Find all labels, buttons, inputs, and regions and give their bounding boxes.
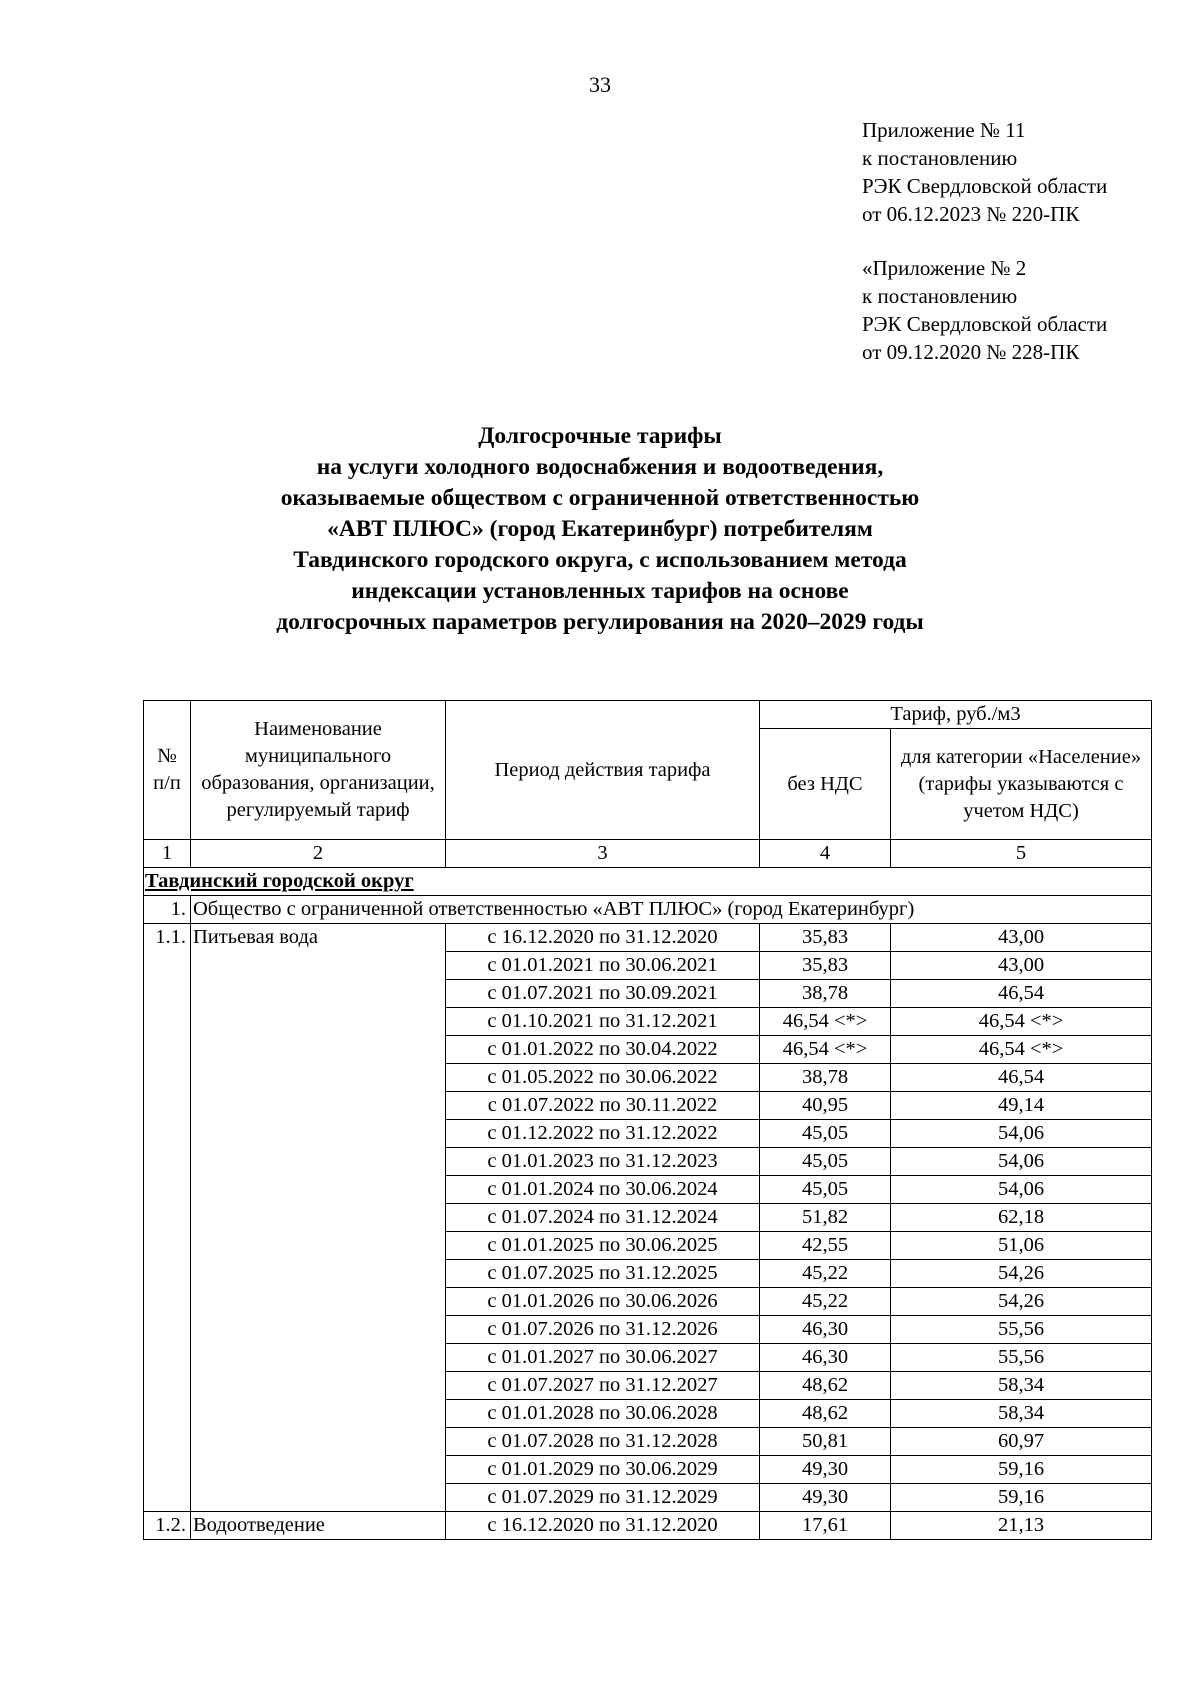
header-tariff: Тариф, руб./м3 bbox=[760, 701, 1152, 729]
row-period: с 01.01.2023 по 31.12.2023 bbox=[446, 1148, 760, 1176]
row-tariff-population: 55,56 bbox=[891, 1344, 1152, 1372]
row-period: с 01.01.2025 по 30.06.2025 bbox=[446, 1232, 760, 1260]
row-tariff-population: 46,54 <*> bbox=[891, 1036, 1152, 1064]
appendix-line: от 09.12.2020 № 228-ПК bbox=[862, 340, 1080, 364]
row-tariff-population: 58,34 bbox=[891, 1372, 1152, 1400]
row-tariff-no-vat: 46,54 <*> bbox=[760, 1036, 891, 1064]
row-tariff-population: 54,06 bbox=[891, 1120, 1152, 1148]
title-line: Долгосрочные тарифы bbox=[478, 423, 722, 449]
row-period: с 01.10.2021 по 31.12.2021 bbox=[446, 1008, 760, 1036]
row-tariff-population: 58,34 bbox=[891, 1400, 1152, 1428]
tariff-table bbox=[143, 700, 1152, 1540]
row-tariff-no-vat: 45,05 bbox=[760, 1176, 891, 1204]
column-number-row bbox=[144, 840, 1152, 868]
title-line: «АВТ ПЛЮС» (город Екатеринбург) потребителям bbox=[327, 516, 873, 542]
title-line: долгосрочных параметров регулирования на 2020–2029 годы bbox=[276, 609, 924, 635]
row-tariff-population: 43,00 bbox=[891, 952, 1152, 980]
appendix-line: к постановлению bbox=[862, 146, 1018, 170]
row-tariff-no-vat: 48,62 bbox=[760, 1372, 891, 1400]
row-num: 1.2. bbox=[144, 1512, 191, 1540]
row-tariff-no-vat: 42,55 bbox=[760, 1232, 891, 1260]
row-tariff-no-vat: 49,30 bbox=[760, 1484, 891, 1512]
row-tariff-no-vat: 51,82 bbox=[760, 1204, 891, 1232]
row-tariff-population: 54,06 bbox=[891, 1176, 1152, 1204]
row-tariff-population: 54,26 bbox=[891, 1288, 1152, 1316]
row-num: 1.1. bbox=[144, 924, 191, 1512]
row-period: с 01.01.2027 по 30.06.2027 bbox=[446, 1344, 760, 1372]
table-row bbox=[144, 1512, 1152, 1540]
row-period: с 01.07.2028 по 31.12.2028 bbox=[446, 1428, 760, 1456]
row-tariff-no-vat: 46,54 <*> bbox=[760, 1008, 891, 1036]
title-line: оказываемые обществом с ограниченной ответственностью bbox=[280, 485, 920, 511]
row-name: Питьевая вода bbox=[191, 924, 446, 1512]
row-tariff-population: 46,54 <*> bbox=[891, 1008, 1152, 1036]
row-tariff-population: 46,54 bbox=[891, 980, 1152, 1008]
column-number: 3 bbox=[446, 840, 760, 868]
row-period: с 01.07.2024 по 31.12.2024 bbox=[446, 1204, 760, 1232]
row-tariff-no-vat: 38,78 bbox=[760, 1064, 891, 1092]
organization-num: 1. bbox=[144, 896, 191, 924]
table-row bbox=[144, 924, 1152, 952]
row-tariff-no-vat: 45,22 bbox=[760, 1288, 891, 1316]
row-tariff-population: 54,06 bbox=[891, 1148, 1152, 1176]
header-population: для категории «Население» (тарифы указываются с учетом НДС) bbox=[891, 729, 1152, 840]
appendix-line: Приложение № 11 bbox=[862, 118, 1026, 142]
row-period: с 01.01.2024 по 30.06.2024 bbox=[446, 1176, 760, 1204]
appendix-block-original bbox=[862, 254, 1107, 366]
row-tariff-no-vat: 35,83 bbox=[760, 924, 891, 952]
row-period: с 01.12.2022 по 31.12.2022 bbox=[446, 1120, 760, 1148]
row-period: с 01.07.2029 по 31.12.2029 bbox=[446, 1484, 760, 1512]
row-tariff-no-vat: 45,05 bbox=[760, 1148, 891, 1176]
row-period: с 01.07.2027 по 31.12.2027 bbox=[446, 1372, 760, 1400]
row-tariff-population: 59,16 bbox=[891, 1456, 1152, 1484]
header-no-vat: без НДС bbox=[760, 729, 891, 840]
row-tariff-population: 59,16 bbox=[891, 1484, 1152, 1512]
row-tariff-population: 43,00 bbox=[891, 924, 1152, 952]
row-period: с 01.01.2026 по 30.06.2026 bbox=[446, 1288, 760, 1316]
row-period: с 01.07.2022 по 30.11.2022 bbox=[446, 1092, 760, 1120]
appendix-block-current bbox=[862, 116, 1107, 228]
row-period: с 01.07.2026 по 31.12.2026 bbox=[446, 1316, 760, 1344]
row-tariff-no-vat: 50,81 bbox=[760, 1428, 891, 1456]
row-tariff-no-vat: 17,61 bbox=[760, 1512, 891, 1540]
page-number: 33 bbox=[589, 72, 611, 97]
header-period: Период действия тарифа bbox=[446, 701, 760, 840]
title-line: на услуги холодного водоснабжения и водоотведения, bbox=[316, 454, 884, 480]
appendix-line: к постановлению bbox=[862, 284, 1018, 308]
row-tariff-no-vat: 35,83 bbox=[760, 952, 891, 980]
row-tariff-population: 51,06 bbox=[891, 1232, 1152, 1260]
row-tariff-population: 54,26 bbox=[891, 1260, 1152, 1288]
table-header-row bbox=[144, 701, 1152, 729]
row-tariff-population: 60,97 bbox=[891, 1428, 1152, 1456]
row-tariff-no-vat: 46,30 bbox=[760, 1344, 891, 1372]
row-tariff-no-vat: 40,95 bbox=[760, 1092, 891, 1120]
appendix-line: РЭК Свердловской области bbox=[862, 174, 1108, 198]
row-tariff-population: 55,56 bbox=[891, 1316, 1152, 1344]
section-title: Тавдинский городской округ bbox=[144, 868, 1152, 896]
header-name: Наименование муниципального образования, организации, регулируемый тариф bbox=[191, 701, 446, 840]
row-tariff-no-vat: 38,78 bbox=[760, 980, 891, 1008]
organization-row bbox=[144, 896, 1152, 924]
title-line: индексации установленных тарифов на основе bbox=[351, 578, 849, 604]
row-period: с 01.05.2022 по 30.06.2022 bbox=[446, 1064, 760, 1092]
row-tariff-no-vat: 46,30 bbox=[760, 1316, 891, 1344]
column-number: 5 bbox=[891, 840, 1152, 868]
column-number: 1 bbox=[144, 840, 191, 868]
header-num: № п/п bbox=[144, 701, 191, 840]
row-period: с 01.01.2021 по 30.06.2021 bbox=[446, 952, 760, 980]
row-period: с 01.01.2028 по 30.06.2028 bbox=[446, 1400, 760, 1428]
row-tariff-no-vat: 49,30 bbox=[760, 1456, 891, 1484]
document-title bbox=[0, 421, 1200, 638]
row-period: с 01.01.2022 по 30.04.2022 bbox=[446, 1036, 760, 1064]
row-tariff-population: 62,18 bbox=[891, 1204, 1152, 1232]
row-tariff-no-vat: 45,05 bbox=[760, 1120, 891, 1148]
row-tariff-population: 49,14 bbox=[891, 1092, 1152, 1120]
appendix-line: РЭК Свердловской области bbox=[862, 312, 1108, 336]
row-period: с 16.12.2020 по 31.12.2020 bbox=[446, 924, 760, 952]
row-tariff-population: 46,54 bbox=[891, 1064, 1152, 1092]
column-number: 4 bbox=[760, 840, 891, 868]
title-line: Тавдинского городского округа, с использованием метода bbox=[293, 547, 907, 573]
section-row bbox=[144, 868, 1152, 896]
row-period: с 16.12.2020 по 31.12.2020 bbox=[446, 1512, 760, 1540]
appendix-line: «Приложение № 2 bbox=[862, 256, 1027, 280]
column-number: 2 bbox=[191, 840, 446, 868]
row-name: Водоотведение bbox=[191, 1512, 446, 1540]
row-tariff-population: 21,13 bbox=[891, 1512, 1152, 1540]
row-tariff-no-vat: 48,62 bbox=[760, 1400, 891, 1428]
organization-name: Общество с ограниченной ответственностью «АВТ ПЛЮС» (город Екатеринбург) bbox=[191, 896, 1152, 924]
row-period: с 01.07.2021 по 30.09.2021 bbox=[446, 980, 760, 1008]
appendix-line: от 06.12.2023 № 220-ПК bbox=[862, 202, 1080, 226]
row-period: с 01.07.2025 по 31.12.2025 bbox=[446, 1260, 760, 1288]
row-period: с 01.01.2029 по 30.06.2029 bbox=[446, 1456, 760, 1484]
row-tariff-no-vat: 45,22 bbox=[760, 1260, 891, 1288]
